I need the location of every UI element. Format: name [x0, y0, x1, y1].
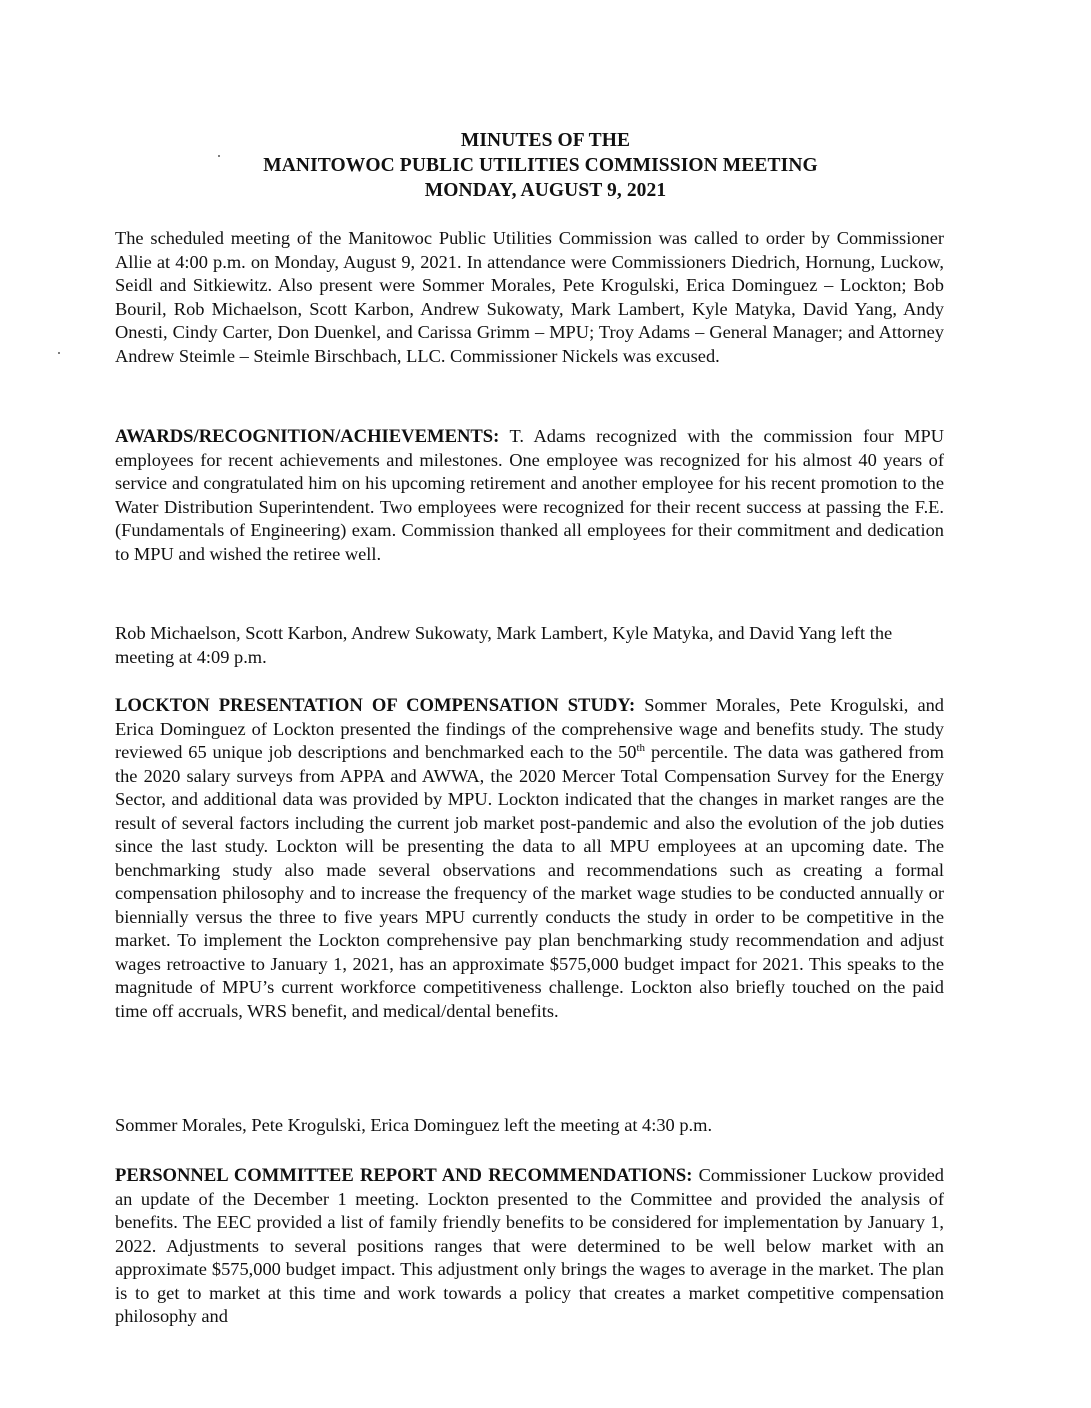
- title-line-minutes: MINUTES OF THE: [460, 130, 631, 151]
- personnel-body: Commissioner Luckow provided an update of the December 1 meeting. Lockton presented to the Committee and provided the analysis of benefits. The EEC provided a list of family friendly benefits to be considered for implementation by January 1, 2022. Adjustments to several positions ranges that were determined to be well below market with an approximate $575,000 budget impact. This adjustment only brings the wages to average in the market. The plan is to get to market at this time and work towards a policy that creates a market competitive compensation philosophy and: [115, 1165, 944, 1326]
- personnel-paragraph: [115, 1164, 944, 1329]
- personnel-section: [115, 1164, 944, 1329]
- intro-text: The scheduled meeting of the Manitowoc Public Utilities Commission was called to order by Commissioner Allie at 4:00 p.m. on Monday, August 9, 2021. In attendance were Commissioners Diedrich, Hornung, Luckow, Seidl and Sitkiewitz. Also present were Sommer Morales, Pete Krogulski, Erica Dominguez – Lockton; Bob Bouril, Rob Michaelson, Scott Karbon, Andrew Sukowaty, Mark Lambert, Kyle Matyka, David Yang, Andy Onesti, Cindy Carter, Don Duenkel, and Carissa Grimm – MPU; Troy Adams – General Manager; and Attorney Andrew Steimle – Steimle Birschbach, LLC. Commissioner Nickels was excused.: [115, 228, 944, 366]
- awards-paragraph: [115, 425, 944, 566]
- scan-artifact: [58, 352, 60, 354]
- awards-body: T. Adams recognized with the commission four MPU employees for recent achievements and milestones. One employee was recognized for his almost 40 years of service and congratulated him on his upcoming retirement and another employee for his recent promotion to the Water Distribution Superintendent. Two employees were recognized for their recent success at passing the F.E. (Fundamentals of Engineering) exam. Commission thanked all employees for their commitment and dedication to MPU and wished the retiree well.: [115, 426, 944, 564]
- awards-heading: AWARDS/RECOGNITION/ACHIEVEMENTS:: [115, 426, 500, 447]
- departure-note-2: [115, 1114, 944, 1138]
- departure-note-1: [115, 622, 944, 669]
- ordinal-superscript: th: [636, 741, 646, 754]
- departure-text-2: Sommer Morales, Pete Krogulski, Erica Dominguez left the meeting at 4:30 p.m.: [115, 1115, 713, 1135]
- title-line-commission: MANITOWOC PUBLIC UTILITIES COMMISSION MEETING: [263, 155, 818, 176]
- lockton-body-a: Sommer Morales, Pete Krogulski, and Erica Dominguez of Lockton presented the findings of the comprehensive wage and benefits study. The study reviewed 65 unique job descriptions and benchmarked each to the 50: [115, 695, 945, 762]
- lockton-body-b: percentile. The data was gathered from the 2020 salary surveys from APPA and AWWA, the 2020 Mercer Total Compensation Survey for the Energy Sector, and additional data was provided by MPU. Lockton indicated that the changes in market ranges are the result of several factors including the current job market post-pandemic and also the evolution of the job duties since the last study. Lockton will be presenting the data to all MPU employees at an upcoming date. The benchmarking study also made several observations and recommendations such as creating a formal compensation philosophy and to increase the frequency of the market wage studies to be conducted annually or biennially versus the three to five years MPU currently conducts the study in order to be competitive in the market. To implement the Lockton comprehensive pay plan benchmarking study recommendation and adjust wages retroactive to January 1, 2021, has an approximate $575,000 budget impact for 2021. This speaks to the magnitude of MPU’s current workforce competitiveness challenge. Lockton also briefly touched on the paid time off accruals, WRS benefit, and medical/dental benefits.: [115, 742, 944, 1021]
- title-line-date: MONDAY, AUGUST 9, 2021: [424, 180, 667, 201]
- departure-text-1: Rob Michaelson, Scott Karbon, Andrew Sukowaty, Mark Lambert, Kyle Matyka, and David Yang left the meeting at 4:09 p.m.: [115, 623, 893, 667]
- intro-paragraph: [115, 227, 944, 368]
- personnel-heading: PERSONNEL COMMITTEE REPORT AND RECOMMENDATIONS:: [115, 1165, 693, 1186]
- document-title: [0, 128, 1091, 203]
- lockton-heading: LOCKTON PRESENTATION OF COMPENSATION STUDY:: [115, 695, 636, 716]
- awards-section: [115, 425, 944, 566]
- lockton-section: [115, 694, 944, 1023]
- lockton-paragraph: [115, 694, 944, 1023]
